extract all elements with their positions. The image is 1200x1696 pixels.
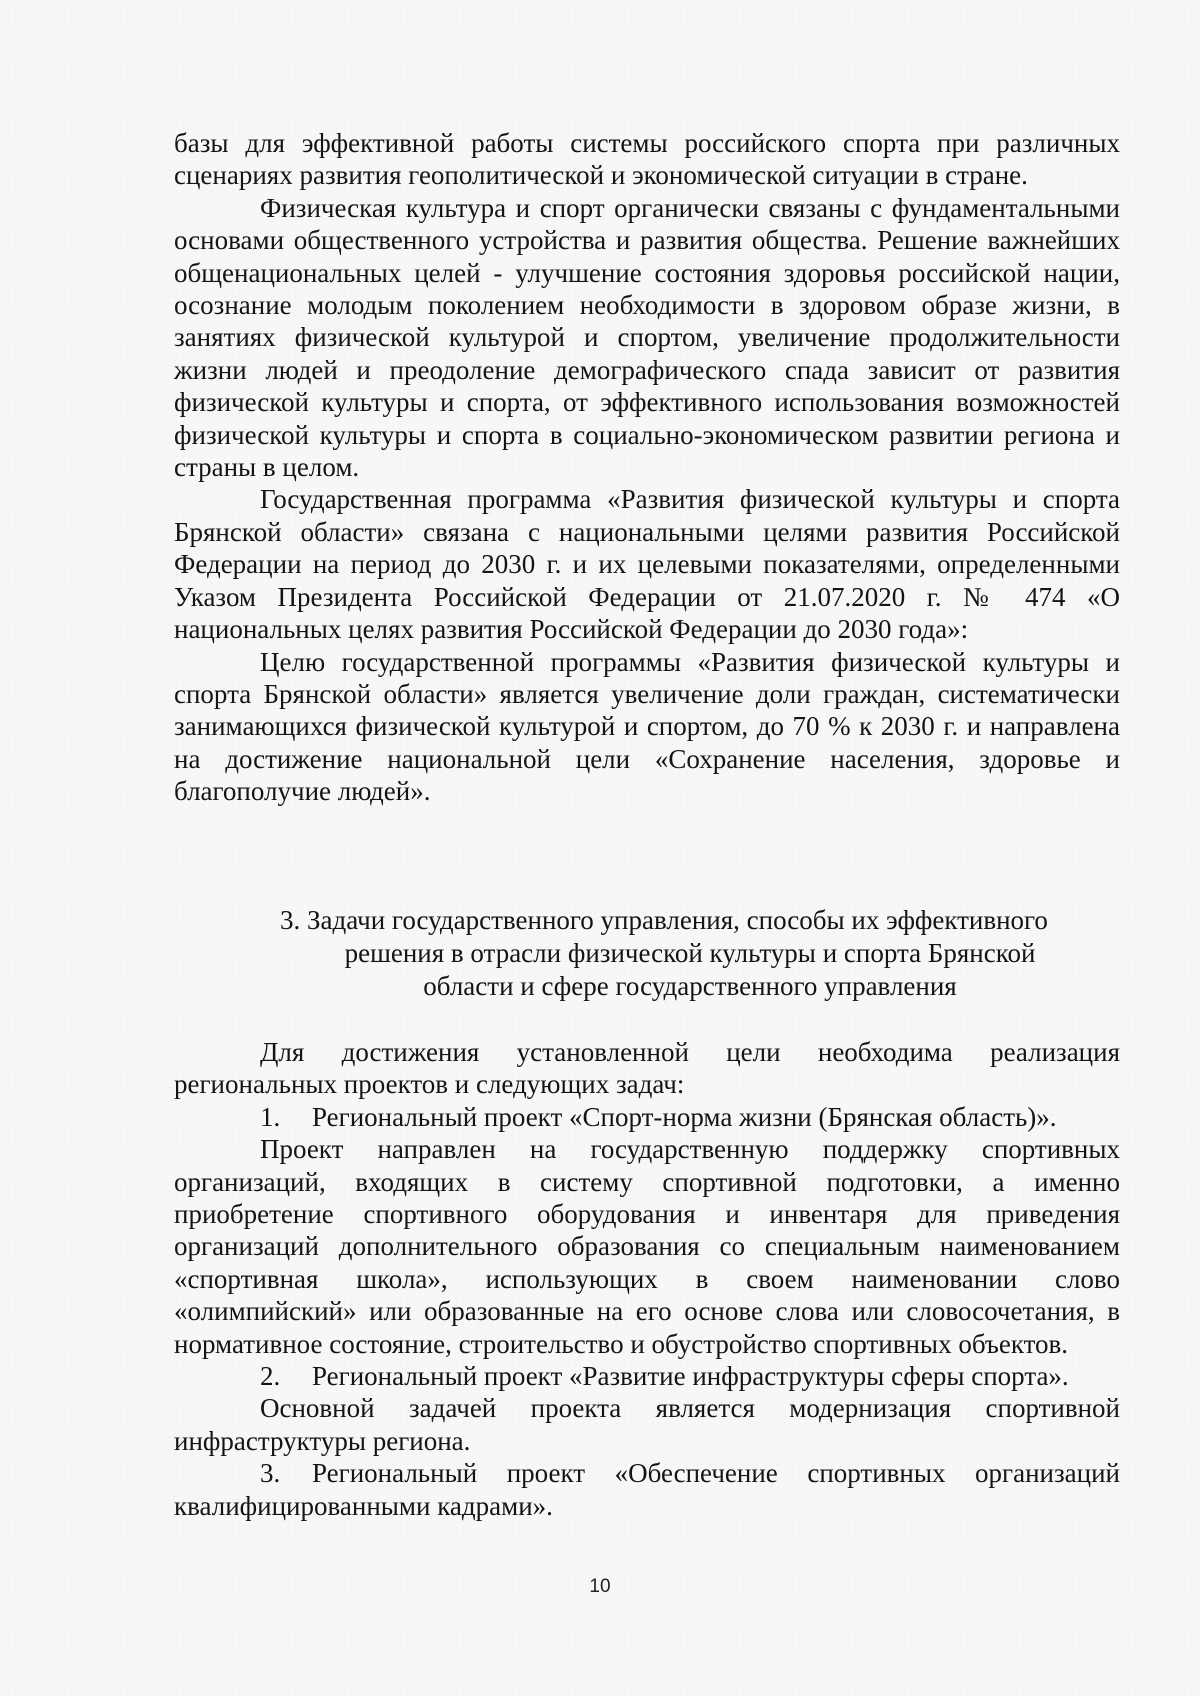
list-item-3 (174, 1457, 1120, 1522)
section-heading-line2: решения в отрасли физической культуры и спорта Брянской (344, 938, 1036, 968)
paragraph-item1-description: Проект направлен на государственную поддержку спортивных организаций, входящих в систему спортивной подготовки, а именно приобретение спортивного оборудования и инвентаря для приведения организаций дополнительного образования со специальным наименованием «спортивная школа», использующих в своем наименовании слово «олимпийский» или образованные на его основе слова или словосочетания, в нормативное состояние, строительство и обустройство спортивных объектов. (174, 1134, 1120, 1359)
list-item-number: 3. (260, 1458, 281, 1489)
list-item-1 (174, 1101, 1120, 1133)
section-heading-line3: области и сфере государственного управления (423, 971, 957, 1001)
section-heading-line1: 3. Задачи государственного управления, способы их эффективного (280, 905, 1048, 935)
section-heading (250, 904, 1130, 1003)
list-item-text: Региональный проект «Развитие инфраструктуры сферы спорта». (312, 1361, 1069, 1392)
paragraph-state-program: Государственная программа «Развития физической культуры и спорта Брянской области» связана с национальными целями развития Российской Федерации на период до 2030 г. и их целевыми показателями, определенными Указом Президента Российской Федерации от 21.07.2020 г. № 474 «О национальных целях развития Российской Федерации до 2030 года»: (174, 484, 1120, 645)
paragraph-physical-culture: Физическая культура и спорт органически связаны с фундаментальными основами общественного устройства и развития общества. Решение важнейших общенациональных целей - улучшение состояния здоровья российской нации, осознание молодым поколением необходимости в здоровом образе жизни, в занятиях физической культурой и спортом, увеличение продолжительности жизни людей и преодоление демографического спада зависит от развития физической культуры и спорта, от эффективного использования возможностей физической культуры и спорта в социально-экономическом развитии региона и страны в целом. (174, 192, 1120, 483)
list-item-text: Региональный проект «Спорт-норма жизни (Брянская область)». (312, 1101, 1057, 1132)
list-item-2 (174, 1360, 1120, 1392)
paragraph-continuation: базы для эффективной работы системы российского спорта при различных сценариях развития геополитической и экономической ситуации в стране. (174, 128, 1120, 191)
list-item-number: 1. (260, 1101, 281, 1132)
paragraph-program-goal: Целю государственной программы «Развития физической культуры и спорта Брянской области» является увеличение доли граждан, систематически занимающихся физической культурой и спортом, до 70 % к 2030 г. и направлена на достижение национальной цели «Сохранение населения, здоровье и благополучие людей». (174, 646, 1120, 807)
list-item-number: 2. (260, 1361, 281, 1392)
page-number: 10 (589, 1576, 611, 1597)
body-text-top (174, 127, 1120, 808)
paragraph-intro: Для достижения установленной цели необходима реализация региональных проектов и следующих задач: (174, 1037, 1120, 1100)
list-item-text: Региональный проект «Обеспечение спортивных организаций квалифицированными кадрами». (174, 1458, 1120, 1521)
body-text-bottom (174, 1036, 1120, 1522)
paragraph-item2-description: Основной задачей проекта является модернизация спортивной инфраструктуры региона. (174, 1393, 1120, 1456)
